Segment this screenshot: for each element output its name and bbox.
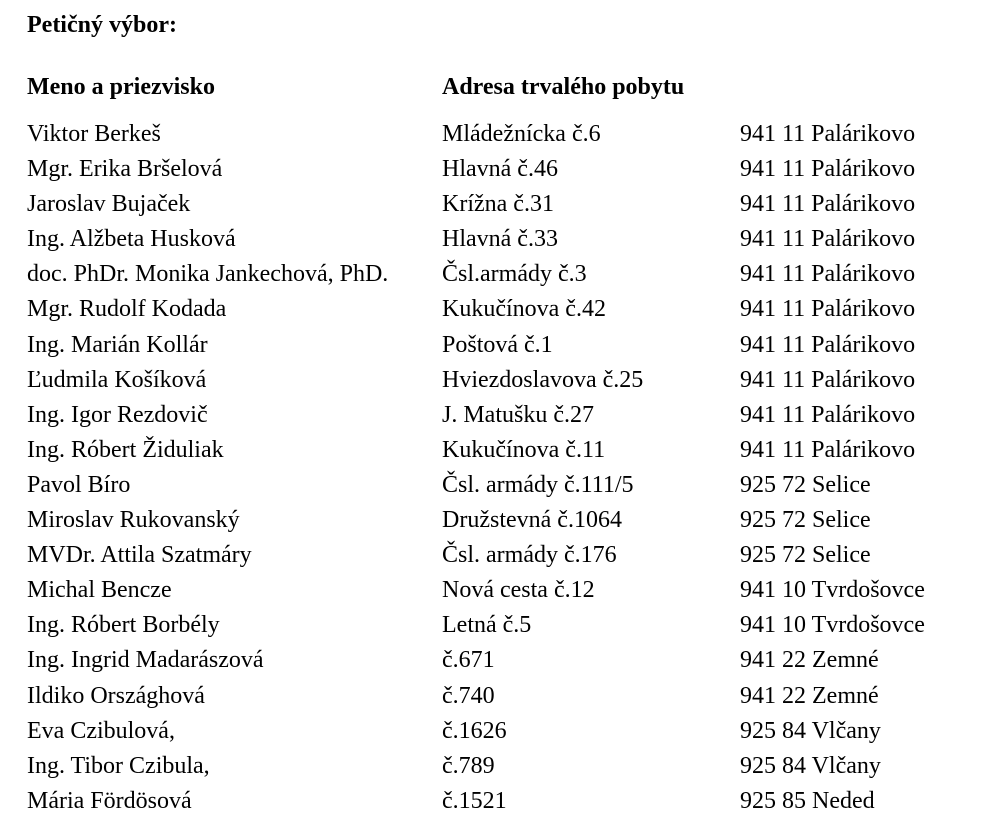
member-street: č.671 (442, 647, 495, 674)
member-street: Družstevná č.1064 (442, 507, 622, 534)
member-street: Čsl.armády č.3 (442, 261, 587, 288)
table-row (0, 784, 1000, 819)
table-row (0, 468, 1000, 503)
table-row (0, 398, 1000, 433)
committee-list (0, 117, 1000, 819)
member-name: Jaroslav Bujaček (27, 191, 191, 218)
table-row (0, 292, 1000, 327)
member-street: Hlavná č.46 (442, 156, 558, 183)
table-row (0, 433, 1000, 468)
member-city: 941 11 Palárikovo (740, 121, 916, 147)
member-name: Ing. Alžbeta Husková (27, 226, 236, 253)
member-street: Čsl. armády č.111/5 (442, 471, 634, 498)
table-row (0, 643, 1000, 678)
member-city: 925 72 Selice (740, 507, 871, 534)
member-city: 941 11 Palárikovo (740, 296, 916, 323)
table-row (0, 573, 1000, 608)
member-street: Nová cesta č.12 (442, 577, 595, 604)
member-city: 941 11 Palárikovo (740, 156, 916, 183)
table-header (0, 70, 1000, 104)
table-row (0, 328, 1000, 363)
table-row (0, 714, 1000, 749)
table-row (0, 538, 1000, 573)
header-name: Meno a priezvisko (27, 74, 215, 100)
member-street: Hviezdoslavova č.25 (442, 366, 644, 393)
member-street: Kukučínova č.11 (442, 436, 606, 463)
page-title: Petičný výbor: (27, 12, 177, 38)
member-street: č.789 (442, 752, 495, 779)
member-street: č.740 (442, 682, 495, 709)
member-city: 925 72 Selice (740, 542, 871, 569)
table-row (0, 187, 1000, 222)
member-city: 941 22 Zemné (740, 647, 879, 674)
member-name: Michal Bencze (27, 577, 172, 604)
table-row (0, 679, 1000, 714)
member-street: Kukučínova č.42 (442, 296, 606, 323)
member-name: Ing. Tibor Czibula, (27, 752, 210, 779)
table-row (0, 117, 1000, 152)
member-city: 941 10 Tvrdošovce (740, 612, 925, 639)
member-name: Viktor Berkeš (27, 121, 161, 147)
member-street: Hlavná č.33 (442, 226, 558, 253)
member-name: Ildiko Országhová (27, 682, 205, 709)
member-name: doc. PhDr. Monika Jankechová, PhD. (27, 261, 389, 288)
member-street: J. Matušku č.27 (442, 401, 594, 428)
member-city: 941 11 Palárikovo (740, 191, 916, 218)
member-name: MVDr. Attila Szatmáry (27, 542, 252, 569)
member-name: Pavol Bíro (27, 471, 131, 498)
member-city: 941 11 Palárikovo (740, 261, 916, 288)
table-row (0, 257, 1000, 292)
member-city: 941 11 Palárikovo (740, 436, 916, 463)
member-name: Miroslav Rukovanský (27, 507, 240, 534)
member-city: 925 84 Vlčany (740, 717, 881, 744)
member-street: Letná č.5 (442, 612, 532, 639)
member-street: Čsl. armády č.176 (442, 542, 617, 569)
table-row (0, 152, 1000, 187)
member-name: Mgr. Rudolf Kodada (27, 296, 227, 323)
header-address: Adresa trvalého pobytu (442, 74, 685, 100)
member-name: Ing. Róbert Borbély (27, 612, 220, 639)
member-name: Ľudmila Košíková (27, 366, 207, 393)
member-street: Krížna č.31 (442, 191, 554, 218)
member-city: 925 72 Selice (740, 471, 871, 498)
member-street: č.1626 (442, 717, 507, 744)
member-street: č.1521 (442, 787, 507, 814)
member-city: 941 10 Tvrdošovce (740, 577, 925, 604)
member-name: Ing. Ingrid Madarászová (27, 647, 264, 674)
member-city: 941 11 Palárikovo (740, 226, 916, 253)
member-city: 941 22 Zemné (740, 682, 879, 709)
member-city: 941 11 Palárikovo (740, 366, 916, 393)
member-name: Ing. Igor Rezdovič (27, 401, 208, 428)
member-name: Ing. Róbert Židuliak (27, 436, 224, 463)
member-street: Poštová č.1 (442, 331, 553, 358)
member-city: 941 11 Palárikovo (740, 401, 916, 428)
table-row (0, 363, 1000, 398)
member-name: Mária Fördösová (27, 787, 192, 814)
table-row (0, 608, 1000, 643)
member-name: Eva Czibulová, (27, 717, 175, 744)
member-city: 925 84 Vlčany (740, 752, 881, 779)
table-row (0, 222, 1000, 257)
member-name: Mgr. Erika Bršelová (27, 156, 223, 183)
table-row (0, 503, 1000, 538)
member-street: Mládežnícka č.6 (442, 121, 601, 147)
member-city: 941 11 Palárikovo (740, 331, 916, 358)
member-name: Ing. Marián Kollár (27, 331, 208, 358)
table-row (0, 749, 1000, 784)
member-city: 925 85 Neded (740, 787, 875, 814)
